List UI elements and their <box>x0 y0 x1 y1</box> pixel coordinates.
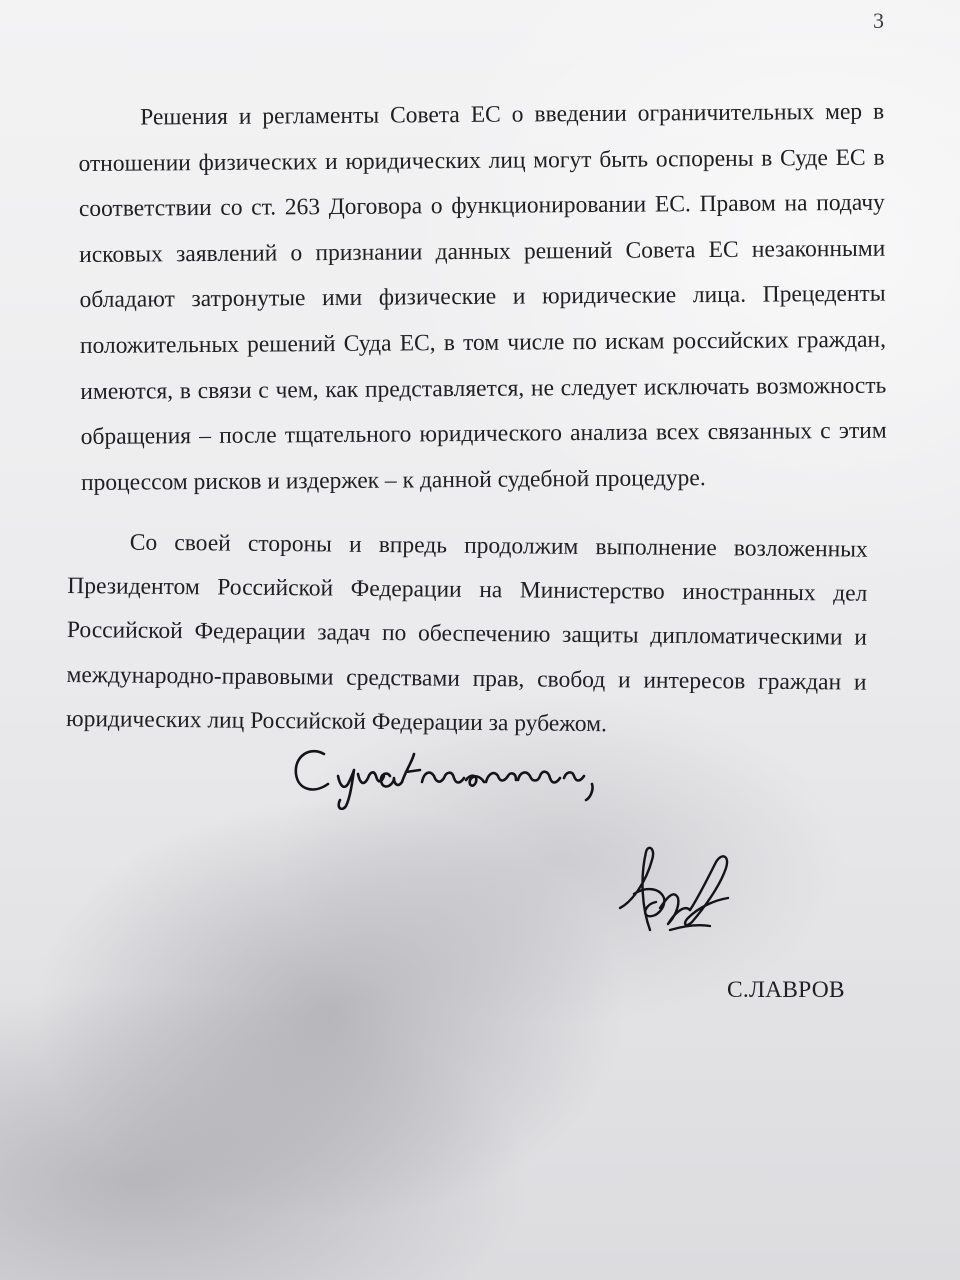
page-number: 3 <box>873 8 884 33</box>
paragraph-ministry-commitment: Со своей стороны и впредь продолжим выполнение возложенных Президентом Российской Федерации на Министерство иностранных дел Российской Федерации задач по обеспечению защиты дипломатическими и международно-правовыми средствами прав, свобод и интересов граждан и юридических лиц Российской Федерации за рубежом. <box>65 529 868 737</box>
handwritten-signature <box>612 838 740 950</box>
paragraph-legal-remedies: Решения и регламенты Совета ЕС о введении ограничительных мер в отношении физических и юридических лиц могут быть оспорены в Суде ЕС в соответствии со ст. 263 Договора о функционировании ЕС. Правом на подачу исковых заявлений о признании данных решений Совета ЕС незаконными обладают затронутые ими физические и юридические лица. Прецеденты положительных решений Суда ЕС, в том числе по искам российских граждан, имеются, в связи с чем, как представляется, не следует исключать возможность обращения – после тщательного юридического анализа всех связанных с этим процессом рисков и издержек – к данной судебной процедуре. <box>78 98 887 496</box>
signatory-name: С.ЛАВРОВ <box>727 977 845 1003</box>
handwritten-closing <box>290 740 620 810</box>
